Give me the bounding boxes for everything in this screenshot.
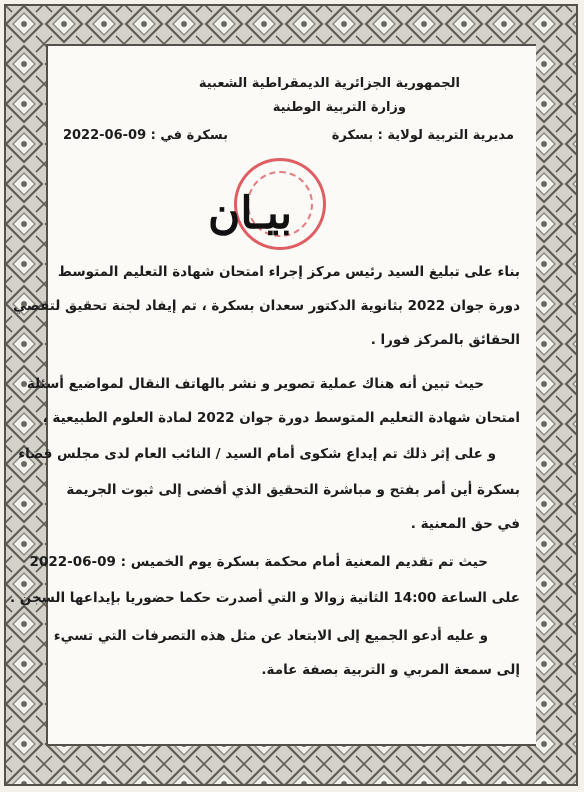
header-directorate: مديرية التربية لولاية : بسكرة bbox=[331, 128, 514, 143]
body-line-8: في حق المعنية . bbox=[410, 516, 520, 532]
body-line-9: حيث تم تقديم المعنية أمام محكمة بسكرة يوم الخميس : 09-06-2022 bbox=[29, 554, 488, 570]
body-line-6: و على إثر ذلك تم إيداع شكوى أمام السيد / النائب العام لدى مجلس قضاء bbox=[18, 446, 496, 462]
header-republic: الجمهورية الجزائرية الديمقراطية الشعبية bbox=[198, 76, 460, 91]
body-line-5: امتحان شهادة التعليم المتوسط دورة جوان 2022 لمادة العلوم الطبيعية ، bbox=[42, 410, 520, 426]
body-line-10: على الساعة 14:00 الثانية زوالا و التي أصدرت حكما حضوريا بإيداعها السجن . bbox=[9, 590, 520, 606]
body-line-12: إلى سمعة المربي و التربية بصفة عامة. bbox=[261, 662, 520, 678]
body-line-2: دورة جوان 2022 بثانوية الدكتور سعدان بسكرة ، تم إيفاد لجنة تحقيق لتقصي bbox=[13, 298, 520, 314]
document-title: بيـان bbox=[208, 188, 293, 239]
body-line-7: بسكرة أين أمر بفتح و مباشرة التحقيق الذي أفضى إلى ثبوت الجريمة bbox=[66, 482, 520, 498]
body-line-1: بناء على تبليغ السيد رئيس مركز إجراء امتحان شهادة التعليم المتوسط bbox=[57, 264, 520, 280]
body-line-11: و عليه أدعو الجميع إلى الابتعاد عن مثل هذه التصرفات التي تسيء bbox=[53, 628, 488, 644]
body-line-4: حيث تبين أنه هناك عملية تصوير و نشر بالهاتف النقال لمواضيع أسئلة bbox=[26, 376, 484, 392]
header-place-date: بسكرة في : 09-06-2022 bbox=[62, 128, 228, 143]
body-line-3: الحقائق بالمركز فورا . bbox=[370, 332, 520, 348]
header-ministry: وزارة التربية الوطنية bbox=[272, 100, 406, 115]
